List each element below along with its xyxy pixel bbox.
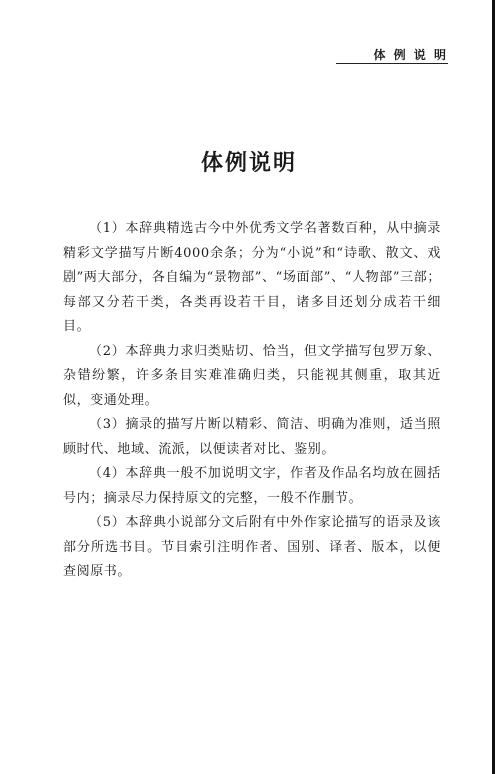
paragraph-2: （2）本辞典力求归类贴切、恰当，但文学描写包罗万象、杂错纷繁，许多条目实难准确归类，只能视其侧重，取其近似，变通处理。 — [63, 343, 441, 408]
paragraph-3: （3）摘录的描写片断以精彩、简洁、明确为准则，适当照顾时代、地域、流派，以便读者对比、鉴别。 — [63, 417, 441, 457]
paragraph-4: （4）本辞典一般不加说明文字，作者及作品名均放在圆括号内；摘录尽力保持原文的完整，一般不作删节。 — [63, 466, 441, 506]
paragraph-5: （5）本辞典小说部分文后附有中外作家论描写的语录及该部分所选书目。节目索引注明作者、国别、译者、版本，以便查阅原书。 — [63, 515, 441, 579]
running-header: 体 例 说 明 — [373, 48, 448, 62]
page-title: 体例说明 — [200, 150, 297, 176]
paragraph-1: （1）本辞典精选古今中外优秀文学名著数百种，从中摘录精彩文学描写片断4000余条；分为“小说”和“诗歌、散文、戏剧”两大部分，各自编为“景物部”、“场面部”、“人物部”三部；每部又分若干类，各类再设若干目，诸多目还划分成若干细目。 — [63, 221, 441, 334]
header-rule — [336, 63, 448, 64]
body-text — [63, 217, 441, 585]
